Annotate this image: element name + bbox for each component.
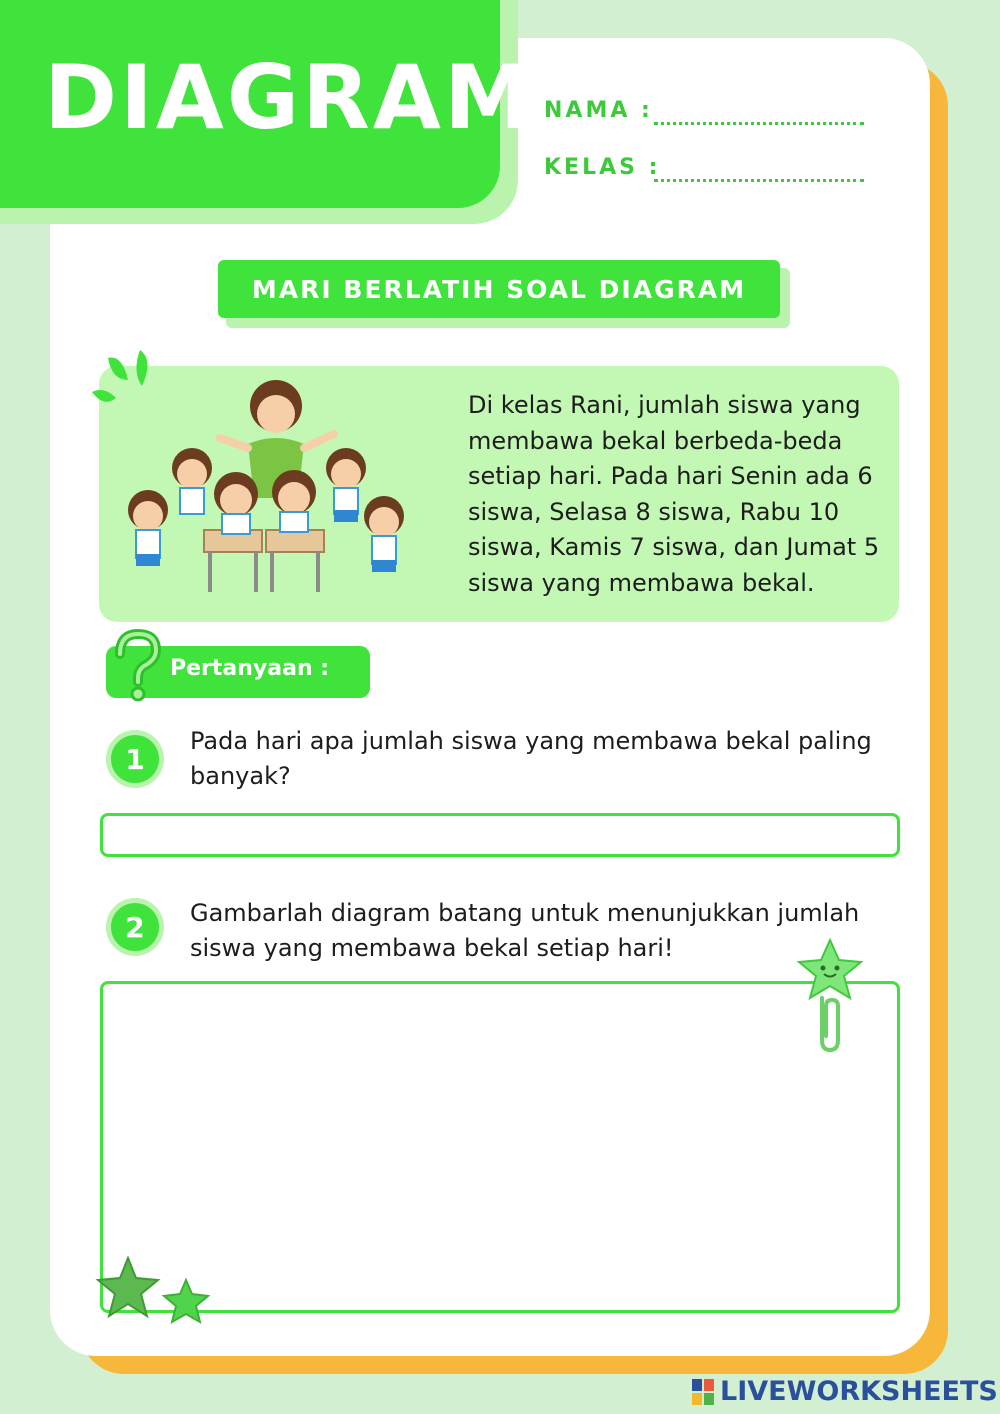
star-clip-icon	[794, 936, 866, 1056]
question-number-text: 2	[125, 910, 145, 944]
question-1-text: Pada hari apa jumlah siswa yang membawa bekal paling banyak?	[190, 727, 872, 790]
section-banner	[218, 260, 780, 318]
title-box	[0, 0, 535, 208]
class-field[interactable]	[654, 179, 864, 182]
liveworksheets-logo-icon	[692, 1379, 714, 1405]
name-label: NAMA :	[544, 98, 653, 123]
question-mark-icon	[108, 628, 168, 702]
page-title: DIAGRAM	[44, 46, 535, 149]
question-2-text: Gambarlah diagram batang untuk menunjukkan jumlah siswa yang membawa bekal setiap hari!	[190, 899, 860, 962]
question-number-text: 1	[125, 742, 145, 776]
questions-label: Pertanyaan :	[170, 656, 330, 681]
answer-field-1[interactable]	[100, 813, 900, 857]
question-number-1	[106, 730, 164, 788]
banner-title: MARI BERLATIH SOAL DIAGRAM	[251, 274, 747, 304]
name-field[interactable]	[654, 122, 864, 125]
students-illustration	[108, 378, 434, 602]
watermark	[692, 1376, 998, 1407]
stars-decoration-icon	[94, 1254, 224, 1338]
question-number-2	[106, 898, 164, 956]
class-label: KELAS :	[544, 155, 661, 180]
watermark-text: LIVEWORKSHEETS	[720, 1376, 998, 1407]
story-text: Di kelas Rani, jumlah siswa yang membawa bekal berbeda-beda setiap hari. Pada hari Senin ada 6 siswa, Selasa 8 siswa, Rabu 10 siswa, Kamis 7 siswa, dan Jumat 5 siswa yang membawa bekal.	[468, 391, 880, 597]
